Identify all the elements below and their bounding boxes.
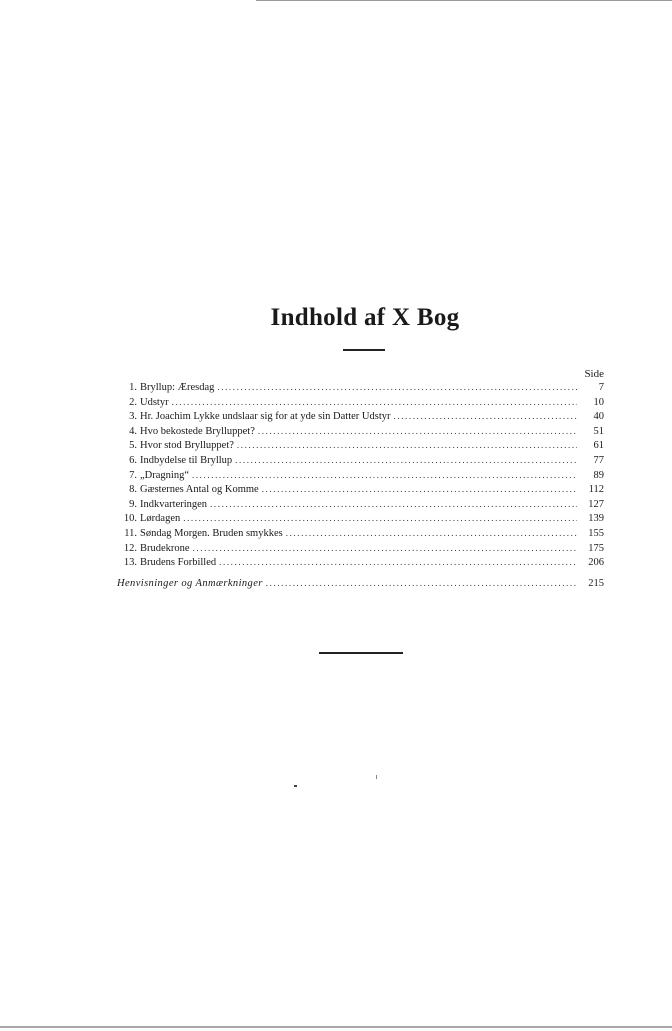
toc-entry-number: 6. [129, 454, 137, 466]
toc-entry-number: 8. [129, 484, 137, 496]
toc-entry-page: 7 [598, 382, 604, 393]
toc-entry-2 [112, 397, 604, 412]
dot-leader [183, 513, 577, 523]
toc-entry-page: 61 [593, 440, 604, 452]
side-column-label: Side [584, 368, 604, 380]
toc-entry-5 [112, 440, 604, 455]
dot-leader [394, 411, 578, 421]
page-top-edge [256, 0, 672, 1]
page-title: Indhold af X Bog [270, 304, 460, 331]
toc-entry-title: Søndag Morgen. Bruden smykkes [140, 527, 283, 539]
toc-entry-number: 11. [124, 527, 137, 539]
toc-entry-page: 89 [593, 469, 604, 481]
toc-entry-number: 5. [129, 440, 137, 452]
toc-entry-number: 4. [129, 425, 137, 437]
toc-entry-page: 112 [588, 484, 604, 496]
toc-entry-page: 77 [593, 454, 604, 466]
toc-entry-6 [112, 455, 604, 470]
toc-entry-title: Udstyr [140, 396, 169, 408]
toc-entry-number: 2. [129, 396, 137, 408]
toc-entry-13 [112, 557, 604, 572]
toc-entry-7 [112, 470, 604, 485]
toc-entry-number: 1. [129, 382, 137, 393]
end-divider [319, 652, 403, 654]
dot-leader [262, 484, 577, 494]
toc-entry-appendix [112, 578, 604, 593]
dot-leader [210, 499, 577, 509]
toc-entry-title: Hvor stod Brylluppet? [140, 440, 234, 452]
table-of-contents [112, 382, 604, 592]
toc-entry-title: Indbydelse til Bryllup [140, 454, 233, 466]
toc-entry-title: Hvo bekostede Brylluppet? [140, 425, 255, 437]
toc-entry-title: Henvisninger og Anmærkninger [117, 577, 263, 589]
dot-leader [172, 397, 577, 407]
toc-entry-10 [112, 513, 604, 528]
toc-entry-page: 10 [593, 396, 604, 408]
dot-leader [266, 578, 577, 588]
toc-entry-title: Gæsternes Antal og Komme [140, 484, 259, 496]
toc-entry-4 [112, 426, 604, 441]
print-speck [376, 775, 377, 779]
page-bottom-edge [0, 1026, 672, 1028]
toc-entry-page: 127 [588, 498, 604, 510]
dot-leader [193, 543, 577, 553]
toc-entry-number: 7. [129, 469, 137, 481]
dot-leader [286, 528, 577, 538]
toc-entry-1 [112, 382, 604, 397]
toc-entry-page: 40 [593, 411, 604, 423]
toc-entry-number: 10. [123, 513, 137, 525]
toc-entry-12 [112, 543, 604, 558]
toc-entry-number: 12. [123, 542, 137, 554]
dot-leader [258, 426, 577, 436]
toc-entry-number: 13. [123, 557, 137, 569]
dot-leader [237, 440, 577, 450]
toc-entry-number: 3. [129, 411, 137, 423]
print-speck [294, 785, 297, 787]
toc-entry-page: 175 [588, 542, 604, 554]
dot-leader [192, 470, 577, 480]
toc-entry-9 [112, 499, 604, 514]
toc-entry-page: 215 [588, 577, 604, 589]
dot-leader [217, 382, 577, 392]
title-divider [343, 349, 385, 351]
toc-entry-3 [112, 411, 604, 426]
toc-entry-title: Hr. Joachim Lykke undslaar sig for at yde sin Datter Udstyr [140, 411, 391, 423]
toc-entry-page: 206 [588, 557, 604, 569]
toc-entry-page: 139 [588, 513, 604, 525]
toc-entry-title: Bryllup: Æresdag [140, 382, 215, 393]
toc-entry-8 [112, 484, 604, 499]
toc-entry-title: Brudens Forbilled [140, 557, 217, 569]
toc-entry-title: Indkvarteringen [140, 498, 208, 510]
toc-entry-page: 155 [588, 527, 604, 539]
dot-leader [235, 455, 577, 465]
dot-leader [219, 557, 577, 567]
toc-entry-title: Brudekrone [140, 542, 190, 554]
toc-entry-title: Lørdagen [140, 513, 181, 525]
toc-entry-11 [112, 528, 604, 543]
toc-entry-title: „Dragning“ [140, 469, 189, 481]
toc-entry-page: 51 [593, 425, 604, 437]
toc-entry-number: 9. [129, 498, 137, 510]
